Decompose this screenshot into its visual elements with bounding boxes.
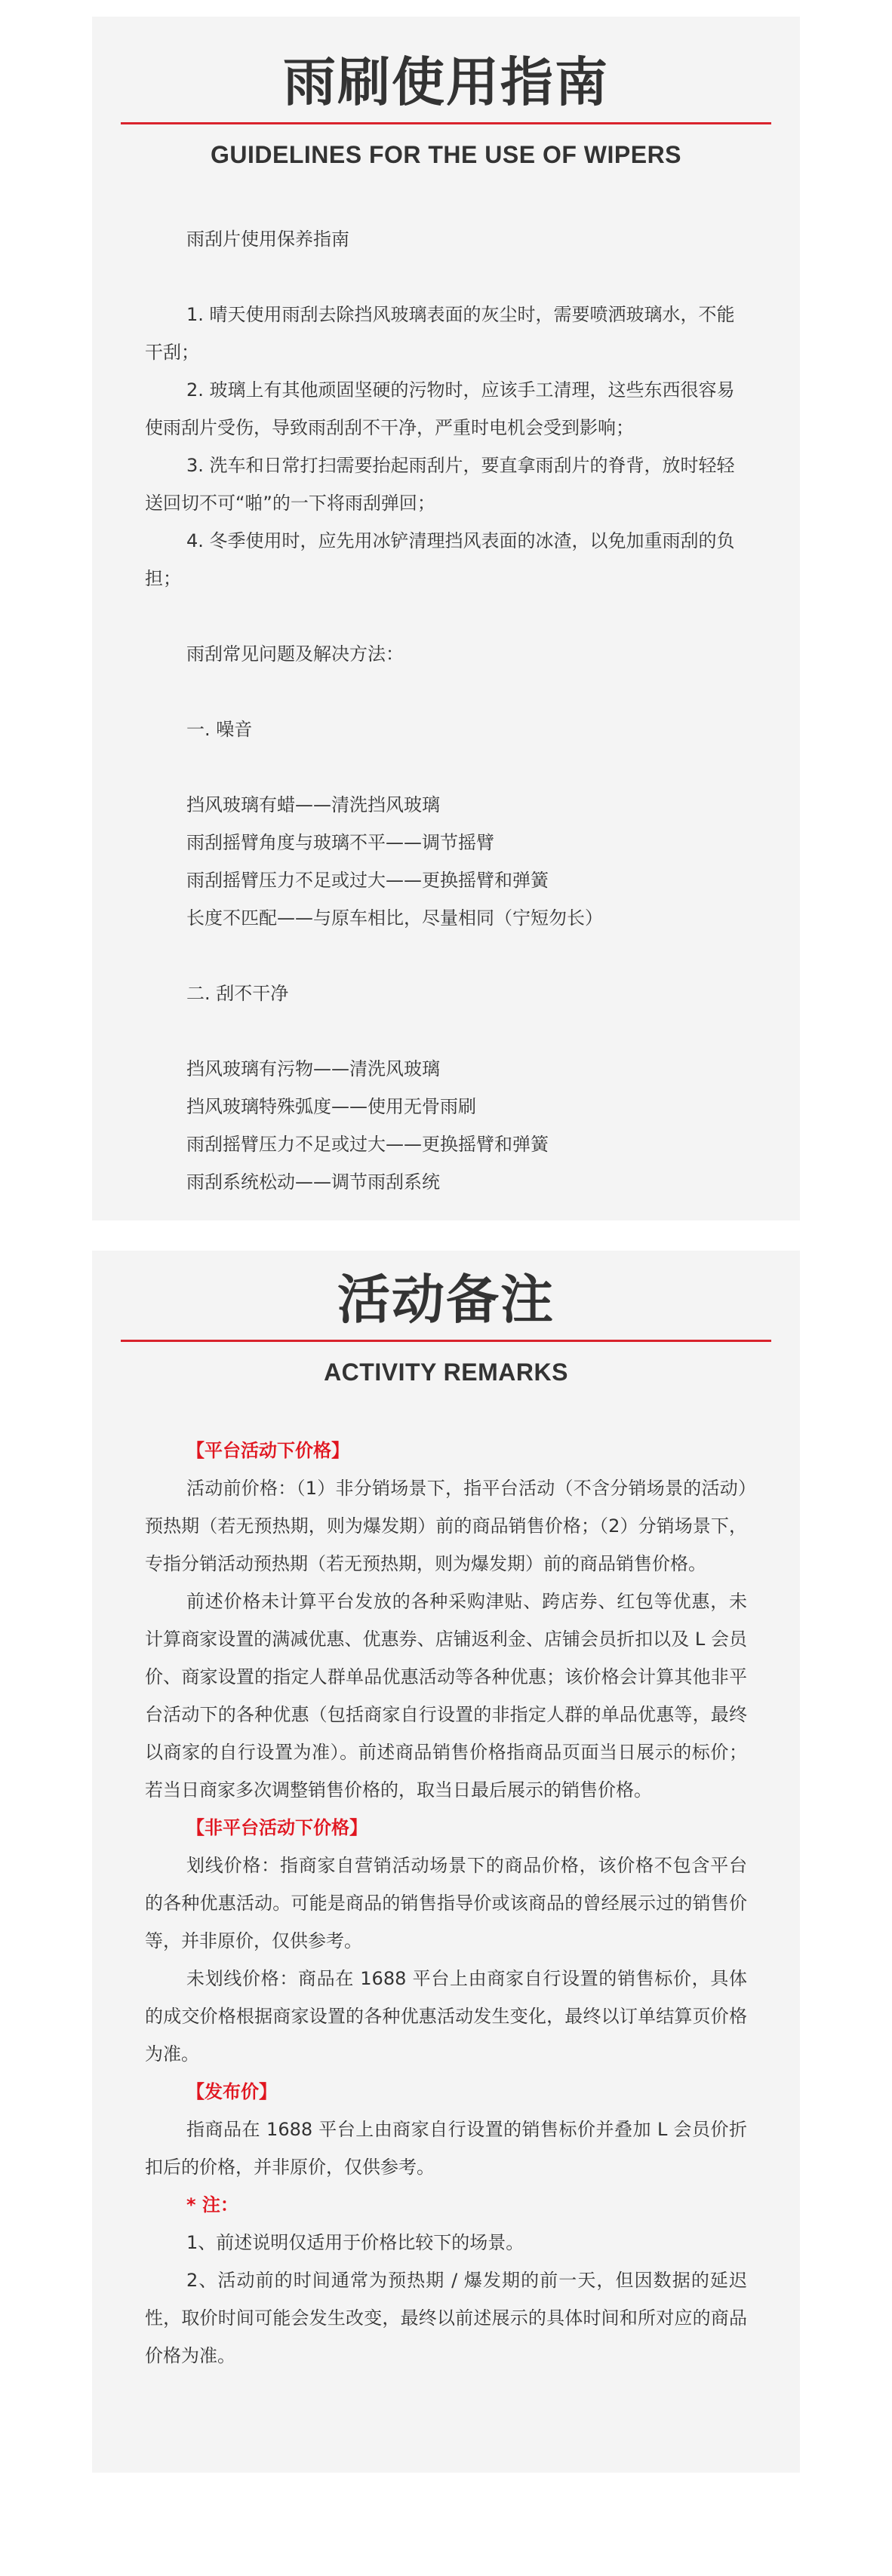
publish-price-paragraph: 指商品在 1688 平台上由商家自行设置的销售标价并叠加 L 会员价折扣后的价格，并非原价，仅供参考。 — [145, 2119, 747, 2178]
platform-price-paragraph: 活动前价格：（1）非分销场景下，指平台活动（不含分销场景的活动）预热期（若无预热期，则为爆发期）前的商品销售价格；（2）分销场景下，专指分销活动预热期（若无预热期，则为爆发期）前的商品销售价格。 — [145, 1478, 747, 1574]
problem-unclean-heading: 二. 刮不干净 — [186, 983, 289, 1004]
unclean-item: 雨刮系统松动——调节雨刮系统 — [186, 1171, 440, 1193]
noise-item: 挡风玻璃有蜡——清洗挡风玻璃 — [186, 794, 440, 815]
noise-item: 长度不匹配——与原车相比，尽量相同（宁短勿长） — [186, 907, 603, 929]
guide-intro: 雨刮片使用保养指南 — [186, 229, 349, 250]
noise-item: 雨刮摇臂压力不足或过大——更换摇臂和弹簧 — [186, 870, 549, 891]
non-strikethrough-price-paragraph: 未划线价格：商品在 1688 平台上由商家自行设置的销售标价，具体的成交价格根据商家设置的各种优惠活动发生变化，最终以订单结算页价格为准。 — [145, 1968, 747, 2065]
activity-remarks-card — [92, 1251, 800, 2473]
unclean-item: 雨刮摇臂压力不足或过大——更换摇臂和弹簧 — [186, 1134, 549, 1155]
note-heading: * 注： — [186, 2194, 238, 2215]
activity-remarks-subtitle: ACTIVITY REMARKS — [324, 1359, 568, 1386]
publish-price-heading: 【发布价】 — [186, 2081, 277, 2102]
strikethrough-price-paragraph: 划线价格：指商家自营销活动场景下的商品价格，该价格不包含平台的各种优惠活动。可能是商品的销售指导价或该商品的曾经展示过的销售价等，并非原价，仅供参考。 — [145, 1855, 747, 1951]
activity-remarks-body — [145, 1432, 747, 2375]
unclean-item: 挡风玻璃有污物——清洗风玻璃 — [186, 1058, 440, 1079]
note-item: 1、前述说明仅适用于价格比较下的场景。 — [186, 2232, 524, 2253]
wiper-guide-subtitle: GUIDELINES FOR THE USE OF WIPERS — [210, 141, 682, 168]
title-divider — [121, 1340, 771, 1342]
problem-noise-heading: 一. 噪音 — [186, 719, 253, 740]
title-divider — [121, 122, 771, 124]
unclean-item: 挡风玻璃特殊弧度——使用无骨雨刷 — [186, 1096, 476, 1117]
tip-2: 2. 玻璃上有其他顽固坚硬的污物时，应该手工清理，这些东西很容易使雨刮片受伤，导致雨刮刮不干净，严重时电机会受到影响； — [145, 379, 735, 438]
non-platform-price-heading: 【非平台活动下价格】 — [186, 1817, 368, 1838]
wiper-guide-body — [145, 220, 747, 1201]
wiper-guide-card — [92, 17, 800, 1220]
tip-4: 4. 冬季使用时，应先用冰铲清理挡风表面的冰渣，以免加重雨刮的负担； — [145, 530, 735, 589]
faq-heading: 雨刮常见问题及解决方法： — [186, 643, 404, 665]
activity-remarks-title: 活动备注 — [337, 1269, 555, 1331]
note-item: 2、活动前的时间通常为预热期 / 爆发期的前一天，但因数据的延迟性，取价时间可能会发生改变，最终以前述展示的具体时间和所对应的商品价格为准。 — [145, 2270, 747, 2366]
tip-3: 3. 洗车和日常打扫需要抬起雨刮片，要直拿雨刮片的脊背，放时轻轻送回切不可“啪”的一下将雨刮弹回； — [145, 455, 735, 514]
noise-item: 雨刮摇臂角度与玻璃不平——调节摇臂 — [186, 832, 494, 853]
platform-price-paragraph: 前述价格未计算平台发放的各种采购津贴、跨店券、红包等优惠，未计算商家设置的满减优惠、优惠券、店铺返利金、店铺会员折扣以及 L 会员价、商家设置的指定人群单品优惠活动等各种优惠；该价格会计算其他非平台活动下的各种优惠（包括商家自行设置的非指定人群的单品优惠等，最终以商家的自行设置为准）。前述商品销售价格指商品页面当日展示的标价；若当日商家多次调整销售价格的，取当日最后展示的销售价格。 — [145, 1591, 747, 1801]
wiper-guide-title: 雨刷使用指南 — [283, 51, 609, 113]
platform-price-heading: 【平台活动下价格】 — [186, 1440, 349, 1461]
tip-1: 1. 晴天使用雨刮去除挡风玻璃表面的灰尘时，需要喷洒玻璃水，不能干刮； — [145, 304, 735, 363]
